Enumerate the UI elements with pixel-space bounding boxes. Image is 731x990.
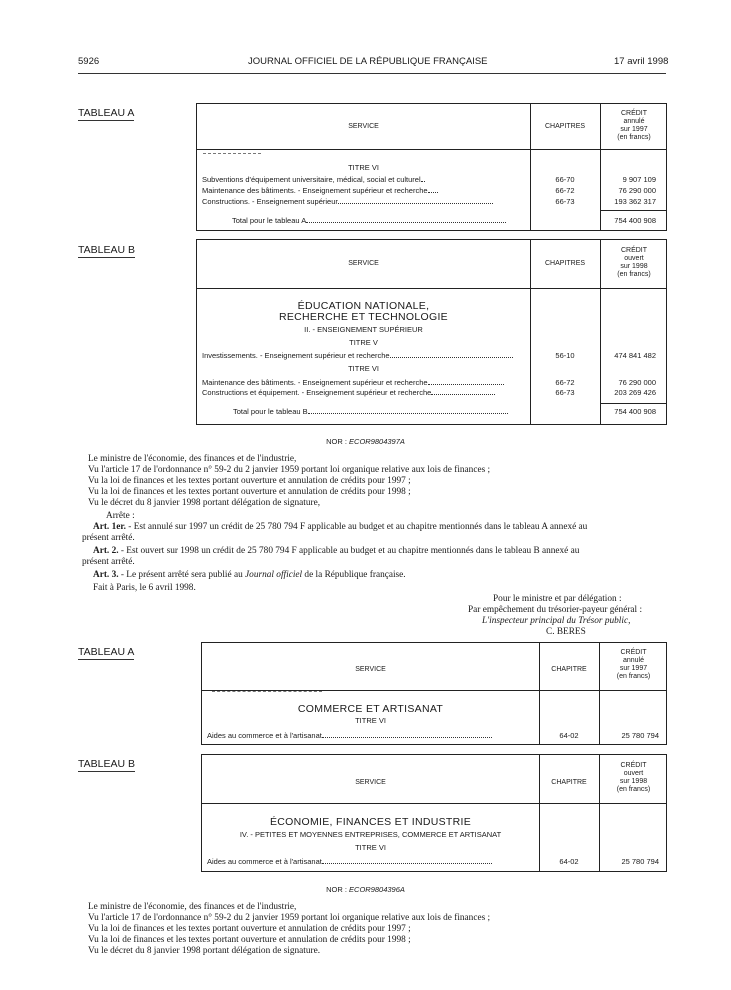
table-row-label: Constructions. - Enseignement supérieur <box>202 197 493 206</box>
article-2: Art. 2. - Est ouvert sur 1998 un crédit de 25 780 794 F applicable au budget et au chapitre mentionnés dans le tableau B annexé au <box>93 546 580 556</box>
table3-titre: TITRE VI <box>355 716 386 725</box>
credit-line: CRÉDIT <box>620 110 648 117</box>
table3-col-chapitre: CHAPITRE <box>551 666 587 673</box>
table-row-chapitre: 66-70 <box>555 175 575 184</box>
table1-total: 754 400 908 <box>614 216 656 225</box>
table-row-label: Maintenance des bâtiments. - Enseignement supérieur et recherche <box>202 186 438 195</box>
table4-col-credit <box>599 762 668 794</box>
header-date: 17 avril 1998 <box>614 56 669 67</box>
table-row-label: Aides au commerce et à l'artisanat <box>207 857 492 866</box>
credit-line: CRÉDIT <box>620 762 647 769</box>
table-row-montant: 76 290 000 <box>618 378 656 387</box>
credit-line: sur 1997 <box>620 126 648 133</box>
journal-title: JOURNAL OFFICIEL DE LA RÉPUBLIQUE FRANÇAISE <box>248 56 488 67</box>
table1-col-service: SERVICE <box>348 123 379 130</box>
table-row-chapitre: 66-73 <box>555 197 575 206</box>
table2-header-rule <box>197 288 666 289</box>
nor-reference: NOR : ECOR9804396A <box>326 885 405 894</box>
table-row-chapitre: 64-02 <box>559 731 579 740</box>
table3-col-credit <box>599 649 668 681</box>
credit-line: (en francs) <box>616 786 651 793</box>
table2-label: TABLEAU B <box>78 244 135 256</box>
table3-col-divider <box>539 643 540 744</box>
table1-total-label: Total pour le tableau A <box>232 216 506 225</box>
table2-heading1: ÉDUCATION NATIONALE, <box>297 300 430 312</box>
table-row-chapitre: 64-02 <box>559 857 579 866</box>
table3-dash <box>212 691 322 692</box>
table2-titre-v: TITRE V <box>349 338 378 347</box>
table3 <box>201 642 667 745</box>
table1-header-rule <box>197 149 666 150</box>
table4 <box>201 754 667 872</box>
decree-visa: Vu la loi de finances et les textes portant ouverture et annulation de crédits pour 1998 ; <box>88 487 411 497</box>
table2-total: 754 400 908 <box>614 407 656 416</box>
table1-total-rule <box>600 210 666 211</box>
table1-col-chapitres: CHAPITRES <box>544 123 586 130</box>
credit-line: annulé <box>623 118 645 125</box>
credit-line: sur 1997 <box>619 665 648 672</box>
article-3: Art. 3. - Le présent arrêté sera publié au Journal officiel de la République française. <box>93 570 406 580</box>
table4-col-divider <box>539 755 540 871</box>
credit-line: ouvert <box>624 255 644 262</box>
table2-col-service: SERVICE <box>348 260 379 267</box>
table2 <box>196 239 667 425</box>
credit-line: ouvert <box>623 770 644 777</box>
header-rule <box>78 73 666 74</box>
credit-line: (en francs) <box>617 134 651 141</box>
table4-label: TABLEAU B <box>78 758 135 770</box>
table-row-montant: 193 362 317 <box>614 197 656 206</box>
table-row-montant: 9 907 109 <box>622 175 656 184</box>
table1 <box>196 103 667 231</box>
decree-visa: Le ministre de l'économie, des finances et de l'industrie, <box>88 454 297 464</box>
table3-label: TABLEAU A <box>78 646 135 658</box>
fait-a-paris: Fait à Paris, le 6 avril 1998. <box>93 583 196 593</box>
table2-heading2: RECHERCHE ET TECHNOLOGIE <box>278 311 448 323</box>
table1-dash <box>203 153 261 154</box>
table-row-chapitre: 66-72 <box>555 186 575 195</box>
nor-reference: NOR : ECOR9804397A <box>326 437 405 446</box>
decree-visa: Vu la loi de finances et les textes portant ouverture et annulation de crédits pour 1997 ; <box>88 924 411 934</box>
decree-visa: Vu l'article 17 de l'ordonnance n° 59-2 du 2 janvier 1959 portant loi organique relative aux lois de finances ; <box>88 465 491 475</box>
credit-line: sur 1998 <box>619 778 648 785</box>
table2-col-chapitres: CHAPITRES <box>544 260 586 267</box>
article-2-cont: présent arrêté. <box>82 557 135 567</box>
table-row-chapitre: 66-72 <box>555 378 575 387</box>
table-row-montant: 474 841 482 <box>614 351 656 360</box>
table-row-chapitre: 66-73 <box>555 388 575 397</box>
table4-header-rule <box>202 803 666 804</box>
table4-section: IV. - PETITES ET MOYENNES ENTREPRISES, COMMERCE ET ARTISANAT <box>239 830 502 839</box>
article-1-cont: présent arrêté. <box>82 533 135 543</box>
table1-col-credit <box>600 110 668 142</box>
credit-line: CRÉDIT <box>620 247 648 254</box>
decree-visa: Vu la loi de finances et les textes portant ouverture et annulation de crédits pour 1997 ; <box>88 476 411 486</box>
table-row-label: Investissements. - Enseignement supérieur et recherche <box>202 351 513 360</box>
table-row-montant: 203 269 426 <box>614 388 656 397</box>
table4-heading: ÉCONOMIE, FINANCES ET INDUSTRIE <box>269 816 472 828</box>
table1-label: TABLEAU A <box>78 107 135 119</box>
article-1: Art. 1er. - Est annulé sur 1997 un crédit de 25 780 794 F applicable au budget et au chapitre mentionnés dans le tableau A annexé au <box>93 522 588 532</box>
table3-heading: COMMERCE ET ARTISANAT <box>297 703 444 715</box>
table2-section: II. - ENSEIGNEMENT SUPÉRIEUR <box>304 325 423 334</box>
decree-visa: Vu le décret du 8 janvier 1998 portant délégation de signature. <box>88 946 321 956</box>
table4-col-chapitre: CHAPITRE <box>551 779 587 786</box>
table-row-label: Maintenance des bâtiments. - Enseignement supérieur et recherche <box>202 378 504 387</box>
page-number: 5926 <box>78 56 100 67</box>
table-row-montant: 76 290 000 <box>618 186 656 195</box>
table-row-label: Constructions et équipement. - Enseignement supérieur et recherche <box>202 388 495 397</box>
table2-total-label: Total pour le tableau B <box>233 407 508 416</box>
table3-col-service: SERVICE <box>355 666 386 673</box>
credit-line: sur 1998 <box>620 263 648 270</box>
decree-arrete: Arrête : <box>106 511 135 521</box>
credit-line: annulé <box>622 657 645 664</box>
signature-line: L'inspecteur principal du Trésor public, <box>482 616 631 626</box>
table2-total-rule <box>600 403 666 404</box>
table4-col-service: SERVICE <box>355 779 386 786</box>
table4-titre: TITRE VI <box>355 843 386 852</box>
table-row-label: Subventions d'équipement universitaire, médical, social et culturel <box>202 175 425 184</box>
table-row-chapitre: 56-10 <box>555 351 575 360</box>
decree-visa: Le ministre de l'économie, des finances et de l'industrie, <box>88 902 297 912</box>
signature-line: Par empêchement du trésorier-payeur général : <box>468 605 643 615</box>
signature-line: Pour le ministre et par délégation : <box>493 594 622 604</box>
credit-line: (en francs) <box>617 271 651 278</box>
table-row-montant: 25 780 794 <box>621 731 659 740</box>
signature-name: C. BERES <box>546 627 586 637</box>
table-row-montant: 25 780 794 <box>621 857 659 866</box>
table-row-label: Aides au commerce et à l'artisanat <box>207 731 492 740</box>
table2-titre-vi: TITRE VI <box>348 364 379 373</box>
decree-visa: Vu l'article 17 de l'ordonnance n° 59-2 du 2 janvier 1959 portant loi organique relative aux lois de finances ; <box>88 913 491 923</box>
credit-line: CRÉDIT <box>620 649 647 656</box>
decree-visa: Vu le décret du 8 janvier 1998 portant délégation de signature, <box>88 498 321 508</box>
table1-titre: TITRE VI <box>348 163 379 172</box>
credit-line: (en francs) <box>616 673 651 680</box>
table2-col-credit <box>600 247 668 279</box>
decree-visa: Vu la loi de finances et les textes portant ouverture et annulation de crédits pour 1998 ; <box>88 935 411 945</box>
